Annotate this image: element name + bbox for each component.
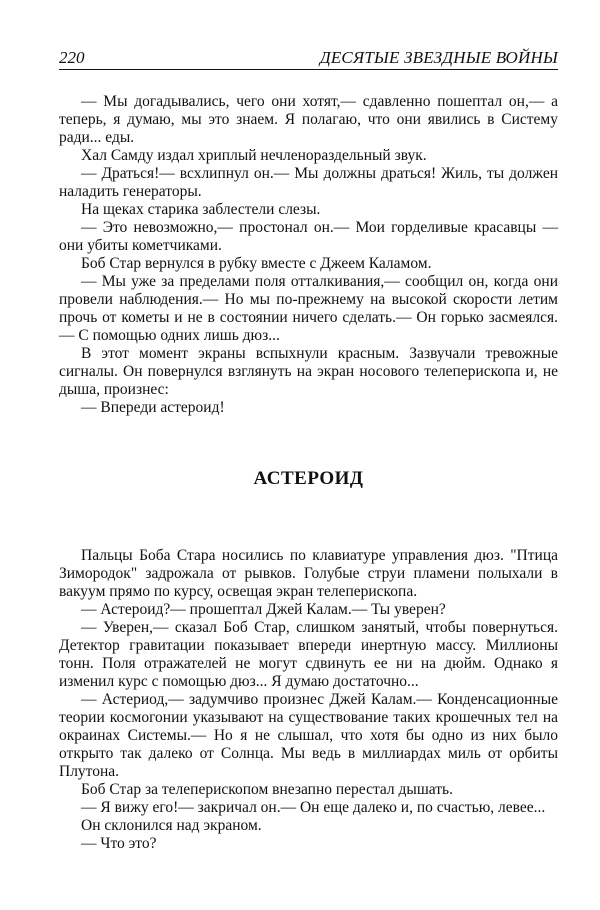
text-block-top [59, 93, 558, 417]
paragraph: На щеках старика заблестели слезы. [81, 201, 321, 218]
page-number: 220 [59, 48, 85, 67]
paragraph: Пальцы Боба Стара носились по клавиатуре управления дюз. "Птица Зимородок" задрожала от рывков. Голубые струи пламени полыхали в вакуум прямо по курсу, освещая экран телеперископа. [59, 547, 558, 600]
paragraph: — Астероид?— прошептал Джей Калам.— Ты уверен? [81, 601, 446, 618]
paragraph: — Это невозможно,— простонал он.— Мои горделивые красавцы — они убиты кометчиками. [59, 219, 558, 254]
book-title: ДЕСЯТЫЕ ЗВЕЗДНЫЕ ВОЙНЫ [319, 48, 558, 67]
paragraph: Боб Стар за телеперископом внезапно перестал дышать. [81, 781, 453, 798]
paragraph: — Впереди астероид! [81, 399, 225, 416]
paragraph: — Я вижу его!— закричал он.— Он еще далеко и, по счастью, левее... [81, 799, 546, 816]
paragraph: — Мы уже за пределами поля отталкивания,— сообщил он, когда они провели наблюдения.— Но мы по-прежнему на высокой скорости летим прочь от кометы и не в состоянии ничего сделать.— Он горько засмеялся.— С помощью одних лишь дюз... [59, 273, 558, 344]
paragraph: Он склонился над экраном. [81, 817, 262, 834]
running-header [59, 46, 558, 70]
header-rule [59, 69, 558, 70]
text-block-bottom [59, 547, 558, 853]
paragraph: В этот момент экраны вспыхнули красным. Зазвучали тревожные сигналы. Он повернулся взглянуть на экран носового телеперископа и, не дыша, произнес: [59, 345, 558, 398]
paragraph: Боб Стар вернулся в рубку вместе с Джеем Каламом. [81, 255, 432, 272]
paragraph: — Что это? [81, 835, 157, 852]
paragraph: — Драться!— всхлипнул он.— Мы должны драться! Жиль, ты должен наладить генераторы. [59, 165, 558, 200]
paragraph: — Мы догадывались, чего они хотят,— сдавленно пошептал он,— а теперь, я думаю, мы это знаем. Я полагаю, что они явились в Систему ради... еды. [59, 93, 558, 146]
chapter-title: АСТЕРОИД [253, 468, 364, 489]
paragraph: — Уверен,— сказал Боб Стар, слишком занятый, чтобы повернуться. Детектор гравитации показывает впереди инертную массу. Миллионы тонн. Поля отражателей не могут сдвинуть ее ни на дюйм. Однако я изменил курс с помощью дюз... Я думаю достаточно... [59, 619, 558, 690]
paragraph: Хал Самду издал хриплый нечленораздельный звук. [81, 147, 427, 164]
paragraph: — Астериод,— задумчиво произнес Джей Калам.— Конденсационные теории космогонии указывают на существование таких крошечных тел на окраинах Системы.— Но я не слышал, что хотя бы одно из них было открыто так далеко от Солнца. Мы ведь в миллиардах миль от орбиты Плутона. [59, 691, 558, 780]
